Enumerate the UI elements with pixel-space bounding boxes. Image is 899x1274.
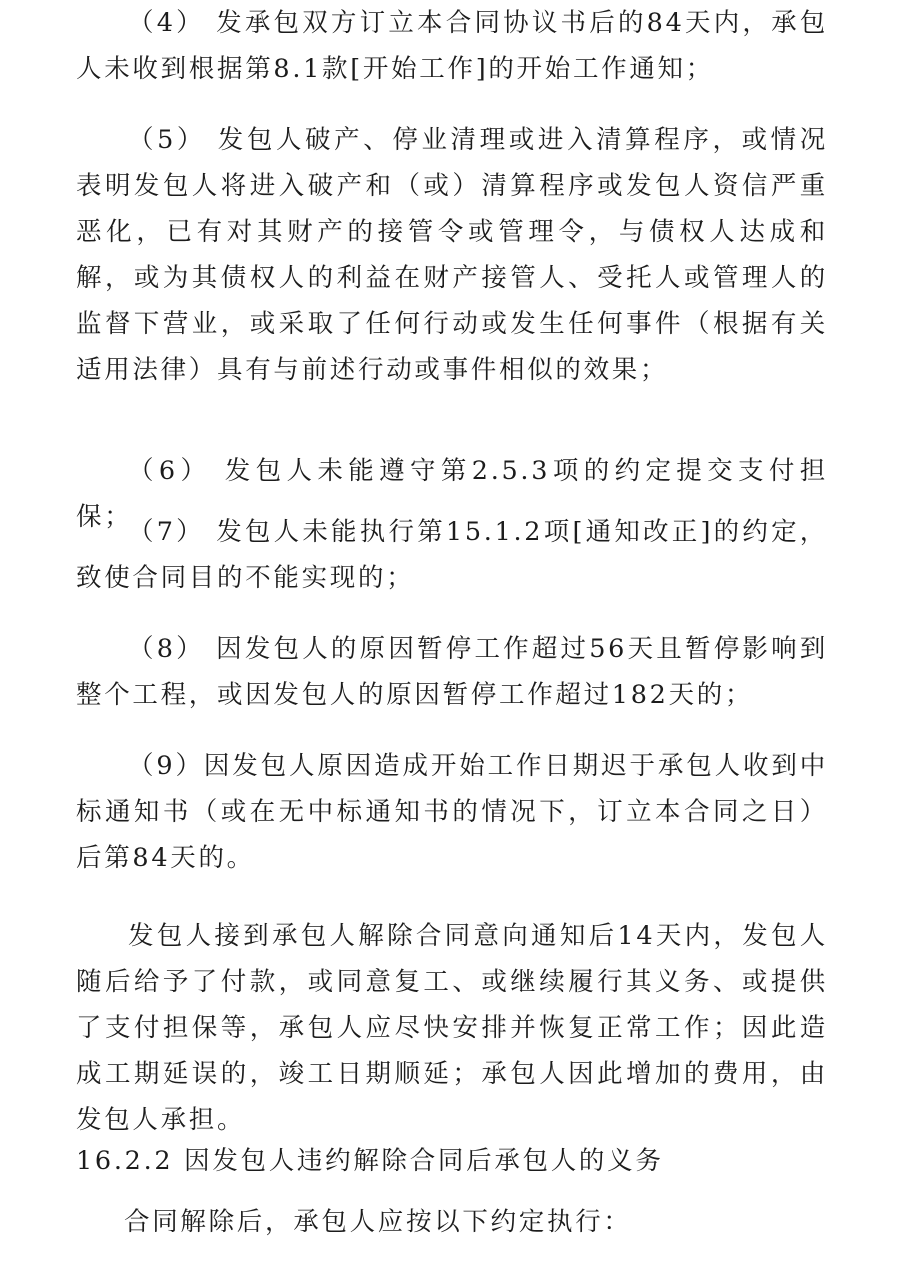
obligation-intro: 合同解除后，承包人应按以下约定执行： — [124, 1207, 632, 1237]
clause-item-4: （4） 发承包双方订立本合同协议书后的84天内，承包人未收到根据第8.1款[开始工作]的开始工作通知； — [76, 8, 828, 84]
clause-item-9: （9）因发包人原因造成开始工作日期迟于承包人收到中标通知书（或在无中标通知书的情况下，订立本合同之日）后第84天的。 — [76, 751, 828, 873]
clause-item-8: （8） 因发包人的原因暂停工作超过56天且暂停影响到整个工程，或因发包人的原因暂停工作超过182天的； — [76, 634, 828, 710]
clause-item-5: （5） 发包人破产、停业清理或进入清算程序，或情况表明发包人将进入破产和（或）清算程序或发包人资信严重恶化，已有对其财产的接管令或管理令，与债权人达成和解，或为其债权人的利益在财产接管人、受托人或管理人的监督下营业，或采取了任何行动或发生任何事件（根据有关适用法律）具有与前述行动或事件相似的效果； — [76, 125, 828, 385]
section-heading-16-2-2: 16.2.2 因发包人违约解除合同后承包人的义务 — [76, 1146, 664, 1176]
resume-work-clause: 发包人接到承包人解除合同意向通知后14天内，发包人随后给予了付款，或同意复工、或继续履行其义务、或提供了支付担保等，承包人应尽快安排并恢复正常工作；因此造成工期延误的，竣工日期顺延；承包人因此增加的费用，由发包人承担。 — [76, 921, 828, 1135]
clause-item-7: （7） 发包人未能执行第15.1.2项[通知改正]的约定，致使合同目的不能实现的； — [76, 517, 828, 593]
clause-item-6: （6） 发包人未能遵守第2.5.3项的约定提交支付担保； — [76, 456, 828, 532]
